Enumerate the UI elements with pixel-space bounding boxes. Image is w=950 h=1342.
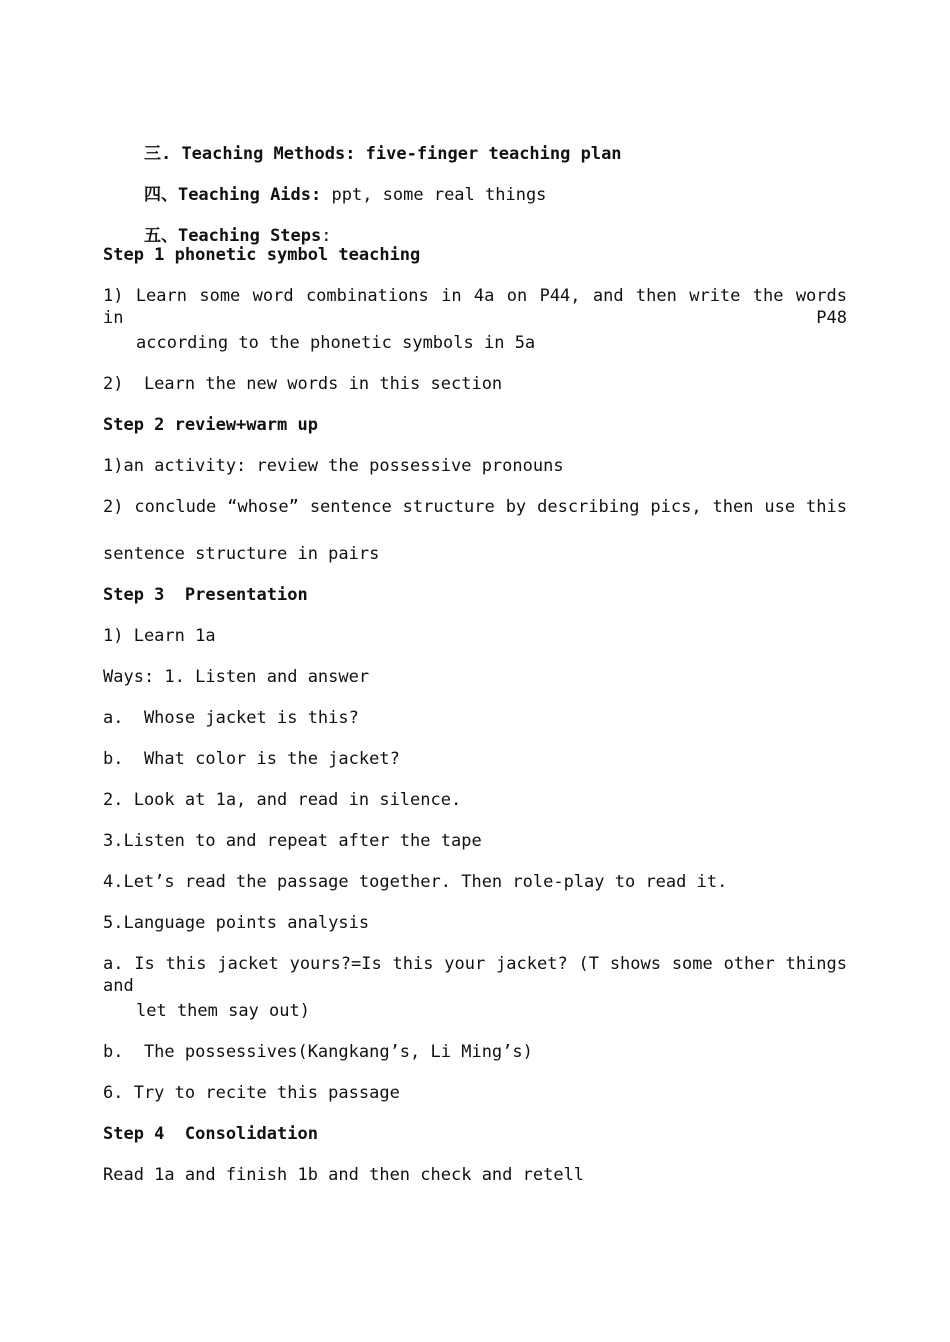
step-1-heading: Step 1 phonetic symbol teaching bbox=[103, 245, 421, 265]
step-2-item-2-line-2: sentence structure in pairs bbox=[103, 544, 380, 564]
step-1-item-2: 2) Learn the new words in this section bbox=[103, 374, 503, 394]
section-number: 三. bbox=[143, 144, 172, 164]
step-3-way-6: 6. Try to recite this passage bbox=[103, 1083, 400, 1103]
step-1-item-1-line-2: according to the phonetic symbols in 5a bbox=[136, 333, 536, 353]
section-number: 五、 bbox=[143, 226, 178, 246]
teaching-steps-label: Teaching Steps bbox=[177, 226, 322, 246]
step-3-question-a: a. Whose jacket is this? bbox=[103, 708, 359, 728]
teaching-methods-text: Teaching Methods: five-finger teaching plan bbox=[171, 144, 622, 164]
step-4-text: Read 1a and finish 1b and then check and retell bbox=[103, 1165, 585, 1185]
step-3-way-4: 4.Let’s read the passage together. Then role-play to read it. bbox=[103, 872, 728, 892]
step-3-ways: Ways: 1. Listen and answer bbox=[103, 667, 370, 687]
step-2-item-2-line-1: 2) conclude “whose” sentence structure by describing pics, then use this bbox=[103, 497, 847, 517]
step-3-question-b: b. What color is the jacket? bbox=[103, 749, 400, 769]
step-3-way-2: 2. Look at 1a, and read in silence. bbox=[103, 790, 462, 810]
step-2-heading: Step 2 review+warm up bbox=[103, 415, 318, 435]
step-4-heading: Step 4 Consolidation bbox=[103, 1124, 318, 1144]
language-point-a-line-2: let them say out) bbox=[136, 1001, 310, 1021]
language-point-b: b. The possessives(Kangkang’s, Li Ming’s) bbox=[103, 1042, 533, 1062]
step-3-way-5: 5.Language points analysis bbox=[103, 913, 370, 933]
step-3-way-3: 3.Listen to and repeat after the tape bbox=[103, 831, 482, 851]
teaching-steps-colon: : bbox=[321, 226, 332, 246]
step-2-item-1: 1)an activity: review the possessive pronouns bbox=[103, 456, 564, 476]
section-number: 四、 bbox=[143, 185, 178, 205]
language-point-a-line-1: a. Is this jacket yours?=Is this your jacket? (T shows some other things and bbox=[103, 954, 847, 996]
teaching-aids-value: ppt, some real things bbox=[321, 185, 547, 205]
step-3-learn: 1) Learn 1a bbox=[103, 626, 216, 646]
step-1-item-1-line-1: 1) Learn some word combinations in 4a on P44, and then write the words in P48 bbox=[103, 286, 847, 328]
teaching-aids-label: Teaching Aids: bbox=[177, 185, 322, 205]
step-3-heading: Step 3 Presentation bbox=[103, 585, 308, 605]
